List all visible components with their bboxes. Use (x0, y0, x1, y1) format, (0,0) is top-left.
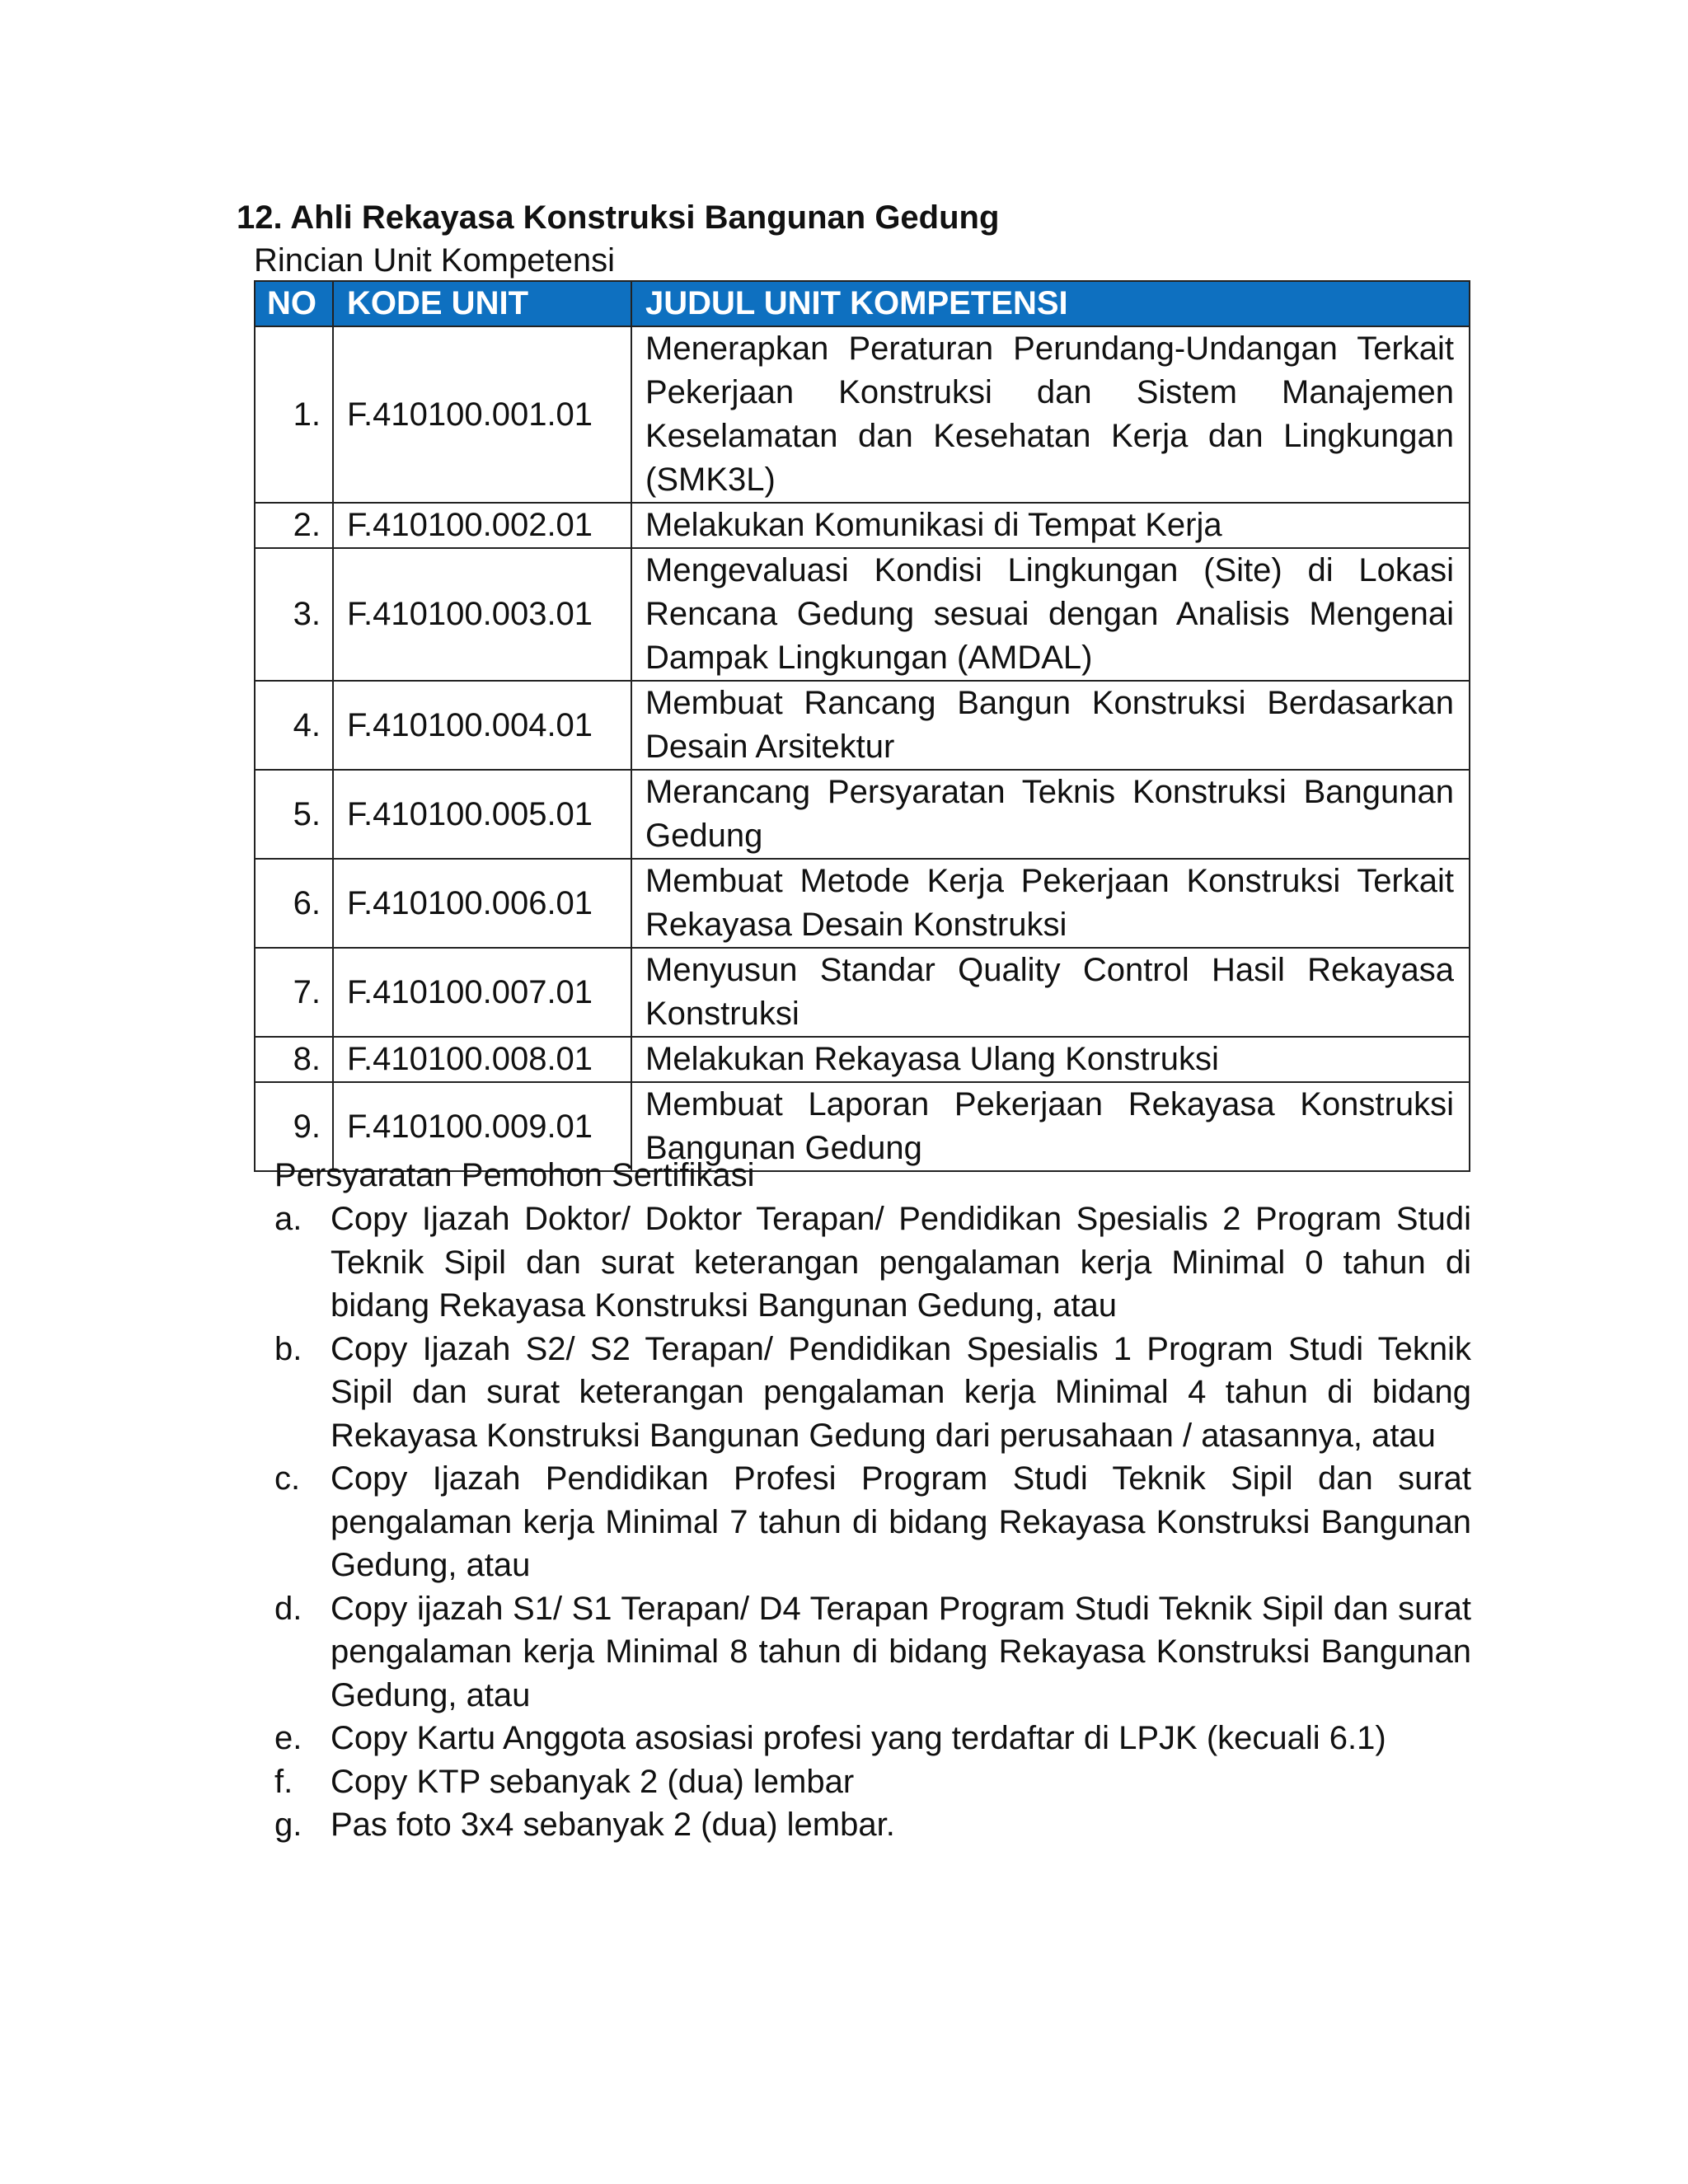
list-item-text: Copy Ijazah Doktor/ Doktor Terapan/ Pendidikan Spesialis 2 Program Studi Teknik Sipil dan surat keterangan pengalaman kerja Minimal 0 tahun di bidang Rekayasa Konstruksi Bangunan Gedung, atau (331, 1201, 1471, 1324)
header-no: NO (255, 281, 333, 326)
list-marker: e. (274, 1720, 302, 1756)
list-item-text: Copy Ijazah S2/ S2 Terapan/ Pendidikan Spesialis 1 Program Studi Teknik Sipil dan surat keterangan pengalaman kerja Minimal 4 tahun di bidang Rekayasa Konstruksi Bangunan Gedung dari perusahaan / atasannya, atau (331, 1330, 1471, 1454)
row-judul-unit: Merancang Persyaratan Teknis Konstruksi Bangunan Gedung (631, 770, 1470, 859)
row-judul-unit: Melakukan Komunikasi di Tempat Kerja (631, 503, 1470, 548)
header-kode-unit: KODE UNIT (333, 281, 631, 326)
list-item-text: Copy Ijazah Pendidikan Profesi Program Studi Teknik Sipil dan surat pengalaman kerja Minimal 7 tahun di bidang Rekayasa Konstruksi Bangunan Gedung, atau (331, 1460, 1471, 1583)
list-item (274, 1587, 1471, 1718)
row-number: 6. (255, 859, 333, 948)
table-row (255, 859, 1470, 948)
table-row (255, 1037, 1470, 1082)
row-number: 3. (255, 548, 333, 681)
list-item-text: Copy KTP sebanyak 2 (dua) lembar (331, 1763, 855, 1800)
list-marker: f. (274, 1763, 293, 1800)
row-number: 5. (255, 770, 333, 859)
list-marker: b. (274, 1330, 302, 1367)
row-kode-unit: F.410100.007.01 (333, 948, 631, 1037)
row-judul-unit: Membuat Metode Kerja Pekerjaan Konstruksi Terkait Rekayasa Desain Konstruksi (631, 859, 1470, 948)
row-judul-unit: Menyusun Standar Quality Control Hasil Rekayasa Konstruksi (631, 948, 1470, 1037)
list-marker: a. (274, 1201, 302, 1237)
list-item (274, 1717, 1471, 1760)
requirements-caption: Persyaratan Pemohon Sertifikasi (274, 1157, 755, 1193)
row-kode-unit: F.410100.008.01 (333, 1037, 631, 1082)
row-number: 8. (255, 1037, 333, 1082)
row-judul-unit: Melakukan Rekayasa Ulang Konstruksi (631, 1037, 1470, 1082)
row-judul-unit: Membuat Rancang Bangun Konstruksi Berdasarkan Desain Arsitektur (631, 681, 1470, 770)
row-kode-unit: F.410100.004.01 (333, 681, 631, 770)
row-judul-unit: Mengevaluasi Kondisi Lingkungan (Site) di Lokasi Rencana Gedung sesuai dengan Analisis Mengenai Dampak Lingkungan (AMDAL) (631, 548, 1470, 681)
requirements-list (274, 1197, 1471, 1847)
table-row (255, 503, 1470, 548)
list-item-text: Pas foto 3x4 sebanyak 2 (dua) lembar. (331, 1807, 895, 1843)
list-item (274, 1803, 1471, 1847)
row-kode-unit: F.410100.001.01 (333, 326, 631, 503)
table-row (255, 326, 1470, 503)
table-row (255, 548, 1470, 681)
row-judul-unit: Menerapkan Peraturan Perundang-Undangan Terkait Pekerjaan Konstruksi dan Sistem Manajemen Keselamatan dan Kesehatan Kerja dan Lingkungan (SMK3L) (631, 326, 1470, 503)
row-kode-unit: F.410100.006.01 (333, 859, 631, 948)
list-marker: g. (274, 1807, 302, 1843)
row-number: 4. (255, 681, 333, 770)
list-marker: d. (274, 1590, 302, 1627)
list-item (274, 1457, 1471, 1587)
row-number: 2. (255, 503, 333, 548)
row-kode-unit: F.410100.002.01 (333, 503, 631, 548)
row-kode-unit: F.410100.003.01 (333, 548, 631, 681)
list-item (274, 1760, 1471, 1804)
table-header-row (255, 281, 1470, 326)
row-kode-unit: F.410100.005.01 (333, 770, 631, 859)
section-title: 12. Ahli Rekayasa Konstruksi Bangunan Gedung (237, 199, 1000, 236)
header-judul-unit: JUDUL UNIT KOMPETENSI (631, 281, 1470, 326)
list-marker: c. (274, 1460, 301, 1497)
list-item (274, 1328, 1471, 1458)
row-kode-unit: F.410100.009.01 (333, 1082, 631, 1171)
competency-unit-table (254, 280, 1470, 1172)
row-judul-unit: Membuat Laporan Pekerjaan Rekayasa Konstruksi Bangunan Gedung (631, 1082, 1470, 1171)
row-number: 7. (255, 948, 333, 1037)
table-row (255, 681, 1470, 770)
list-item-text: Copy ijazah S1/ S1 Terapan/ D4 Terapan Program Studi Teknik Sipil dan surat pengalaman kerja Minimal 8 tahun di bidang Rekayasa Konstruksi Bangunan Gedung, atau (331, 1590, 1471, 1713)
list-item (274, 1197, 1471, 1328)
row-number: 1. (255, 326, 333, 503)
list-item-text: Copy Kartu Anggota asosiasi profesi yang terdaftar di LPJK (kecuali 6.1) (331, 1720, 1386, 1756)
row-number: 9. (255, 1082, 333, 1171)
table-row (255, 948, 1470, 1037)
table-caption: Rincian Unit Kompetensi (254, 242, 615, 279)
table-row (255, 770, 1470, 859)
